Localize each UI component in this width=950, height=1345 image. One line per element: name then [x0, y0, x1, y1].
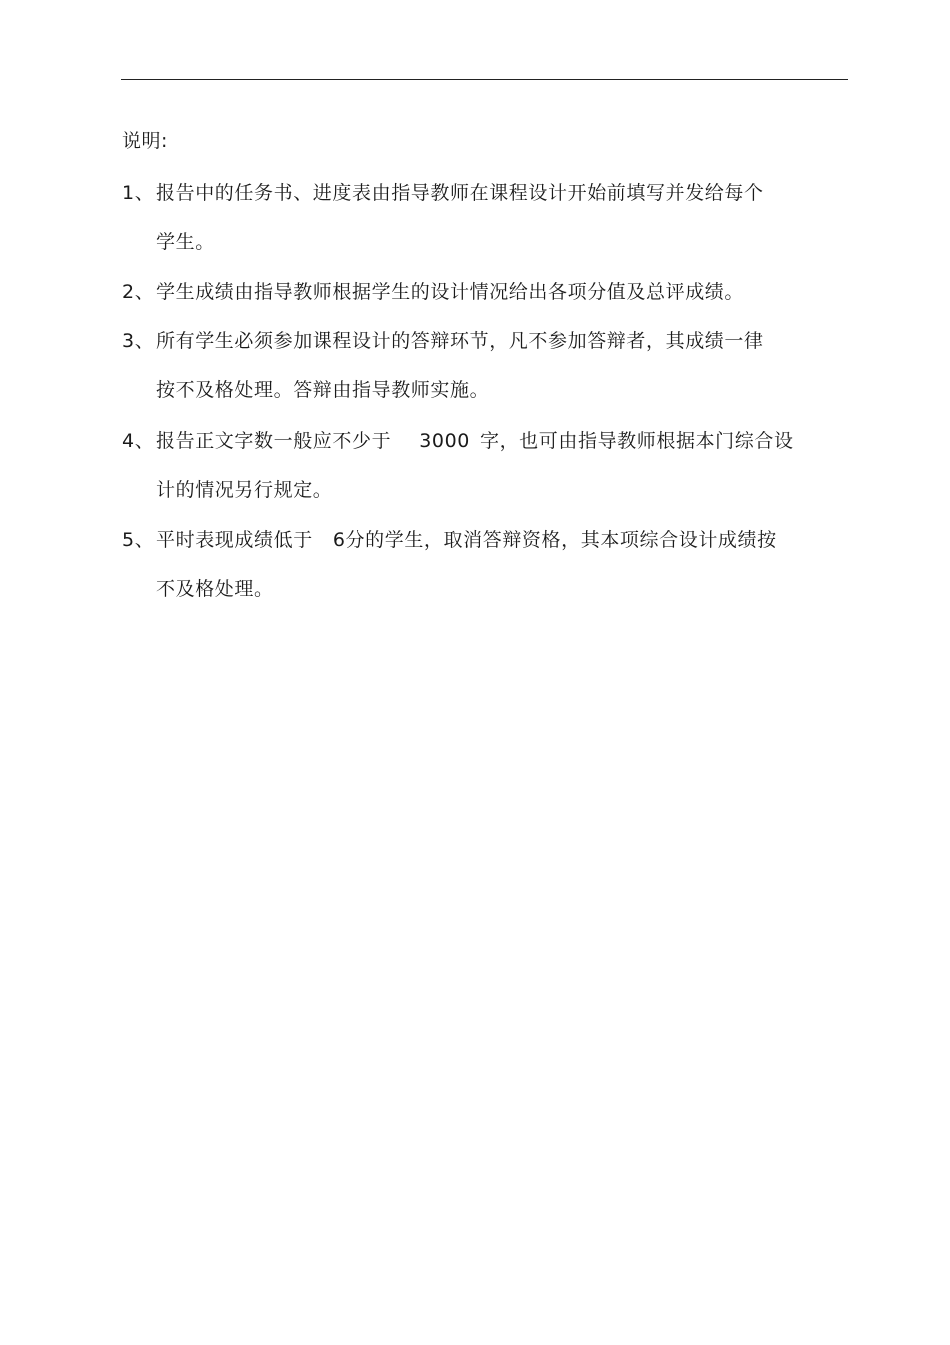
notes-heading: 说明: — [122, 130, 168, 152]
note-number: 3、 — [122, 330, 155, 352]
note-number: 4、 — [122, 430, 155, 452]
header-rule — [121, 79, 848, 80]
note-text: 报告正文字数一般应不少于 — [156, 430, 392, 452]
note-text: 报告中的任务书、进度表由指导教师在课程设计开始前填写并发给每个 — [156, 182, 764, 204]
note-text: 字，也可由指导教师根据本门综合设 — [479, 430, 794, 452]
note-text: 所有学生必须参加课程设计的答辩环节，凡不参加答辩者，其成绩一律 — [156, 330, 764, 352]
note-number: 2、 — [122, 281, 155, 303]
note-line — [122, 180, 842, 206]
note-number: 1、 — [122, 182, 155, 204]
note-text: 学生成绩由指导教师根据学生的设计情况给出各项分值及总评成绩。 — [156, 281, 745, 303]
note-continuation: 学生。 — [156, 231, 215, 253]
note-line — [122, 527, 842, 553]
note-item-2 — [122, 279, 842, 305]
note-item-4 — [122, 428, 842, 503]
note-item-1 — [122, 180, 842, 255]
note-line — [122, 428, 842, 454]
note-line — [122, 279, 842, 305]
note-item-3 — [122, 328, 842, 403]
note-item-5 — [122, 527, 842, 602]
note-number: 5、 — [122, 529, 155, 551]
word-count-value: 3000 — [419, 430, 470, 452]
note-text: 平时表现成绩低于 — [156, 529, 313, 551]
note-text: 分的学生，取消答辩资格，其本项综合设计成绩按 — [345, 529, 777, 551]
note-continuation: 按不及格处理。答辩由指导教师实施。 — [156, 379, 490, 401]
note-continuation: 计的情况另行规定。 — [156, 479, 333, 501]
score-threshold-value: 6 — [332, 529, 346, 551]
note-continuation: 不及格处理。 — [156, 578, 274, 600]
note-line — [122, 328, 842, 354]
